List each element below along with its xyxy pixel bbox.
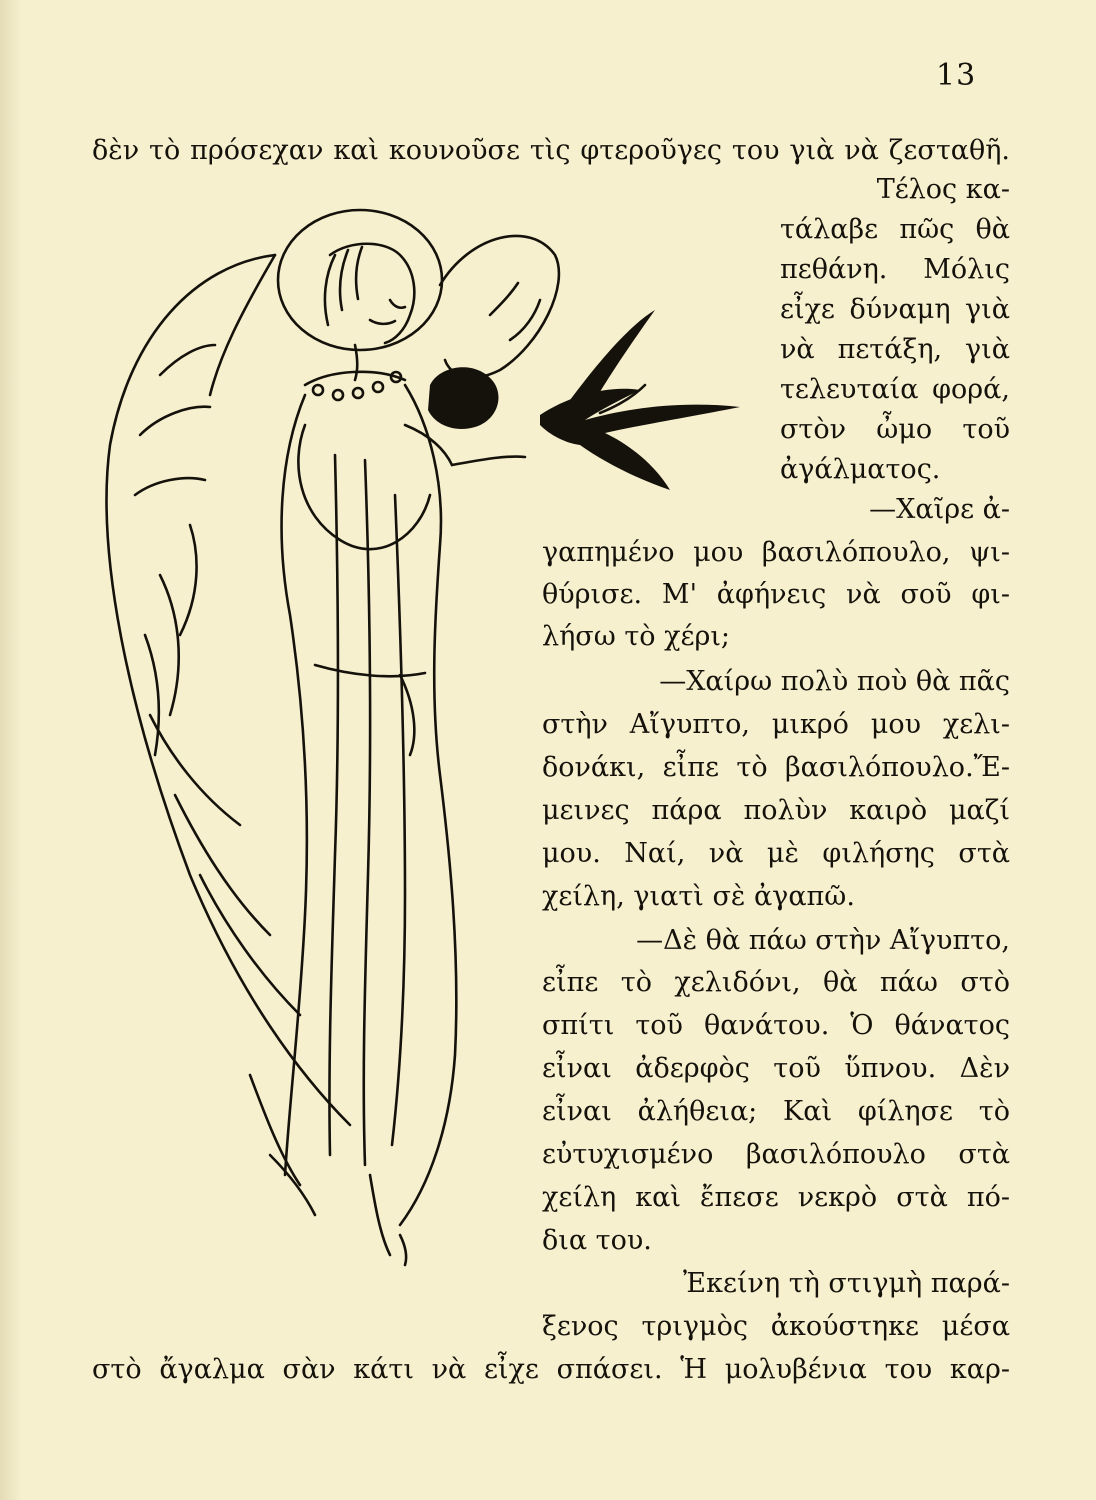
text-line: ξενος τριγμὸς ἀκούστηκε μέσα <box>542 1311 1010 1342</box>
text-line: πεθάνη. Μόλις <box>780 254 1010 285</box>
page-edge <box>0 0 22 1500</box>
text-line: στὴν Αἴγυπτο, μικρό μου χελι- <box>542 709 1010 740</box>
text-line: τάλαβε πῶς θὰ <box>780 214 1010 245</box>
text-line: νὰ πετάξη, γιὰ <box>780 334 1010 365</box>
page-number: 13 <box>936 58 977 93</box>
text-line: στὸ ἄγαλμα σὰν κάτι νὰ εἶχε σπάσει. Ἡ μολυβένια του καρ- <box>92 1354 1010 1385</box>
text-line: στὸν ὦμο τοῦ <box>780 414 1010 445</box>
text-line: εἶχε δύναμη γιὰ <box>780 294 1010 325</box>
text-line: μου. Ναί, νὰ μὲ φιλήσης στὰ <box>542 838 1010 869</box>
text-line: δονάκι, εἶπε τὸ βασιλόπουλο.Ἔ- <box>542 752 1010 783</box>
text-line: δὲν τὸ πρόσεχαν καὶ κουνοῦσε τὶς φτεροῦγες του γιὰ νὰ ζεσταθῆ. <box>92 135 1010 166</box>
text-line: εὐτυχισμένο βασιλόπουλο στὰ <box>542 1139 1010 1170</box>
text-line: χείλη καὶ ἔπεσε νεκρὸ στὰ πό- <box>542 1182 1010 1213</box>
text-line: —Χαῖρε ἀ- <box>869 494 1010 525</box>
text-line: ἀγάλματος. <box>780 454 941 485</box>
text-line: γαπημένο μου βασιλόπουλο, ψι- <box>542 537 1010 568</box>
text-line: εἶναι ἀλήθεια; Καὶ φίλησε τὸ <box>542 1096 1010 1127</box>
text-line: λήσω τὸ χέρι; <box>542 621 730 652</box>
text-line: εἶπε τὸ χελιδόνι, θὰ πάω στὸ <box>542 967 1010 998</box>
text-line: χείλη, γιατὶ σὲ ἀγαπῶ. <box>542 881 855 912</box>
text-line: —Δὲ θὰ πάω στὴν Αἴγυπτο, <box>636 925 1010 956</box>
text-line: τελευταία φορά, <box>780 374 1010 405</box>
text-line: Τέλος κα- <box>876 174 1010 205</box>
text-line: Ἐκείνη τὴ στιγμὴ παρά- <box>683 1268 1010 1299</box>
text-line: —Χαίρω πολὺ ποὺ θὰ πᾶς <box>659 666 1010 697</box>
text-line: θύρισε. Μ' ἀφήνεις νὰ σοῦ φι- <box>542 579 1010 610</box>
text-line: δια του. <box>542 1225 652 1256</box>
text-line: σπίτι τοῦ θανάτου. Ὁ θάνατος <box>542 1010 1010 1041</box>
text-line: εἶναι ἀδερφὸς τοῦ ὕπνου. Δὲν <box>542 1053 1010 1084</box>
angel-holding-swallow-icon <box>100 195 780 1285</box>
text-line: μεινες πάρα πολὺν καιρὸ μαζί <box>542 795 1010 826</box>
